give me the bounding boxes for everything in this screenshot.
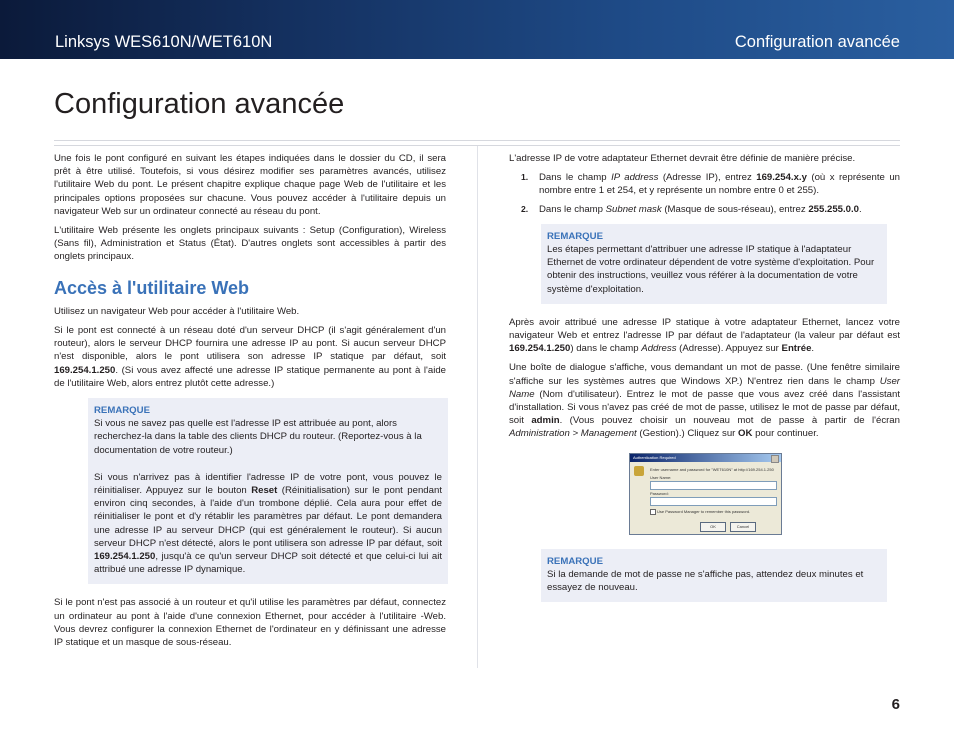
default-ip: 169.254.1.250 — [509, 343, 571, 355]
login-dialog-screenshot — [629, 453, 782, 535]
note-text-2 — [94, 471, 442, 577]
note-label: REMARQUE — [547, 230, 603, 242]
access-paragraph-2 — [54, 324, 446, 390]
step-number: 2. — [521, 203, 529, 214]
p-text: Après avoir attribué une adresse IP statique à votre adaptateur Ethernet, lancez votre navigateur Web et entrez l'adresse IP par défaut de l'adaptateur (la valeur par défaut est — [509, 316, 900, 342]
dialog-prompt: Enter username and password for "WET610N" at http://169.254.1.250 — [650, 466, 774, 472]
step-number: 1. — [521, 172, 529, 183]
note-box-static-ip — [541, 224, 887, 304]
step-list — [509, 171, 900, 216]
ethernet-paragraph: L'adresse IP de votre adaptateur Ethernet devrait être définie de manière précise. — [509, 153, 856, 164]
note-default-ip: 169.254.1.250 — [94, 551, 156, 563]
dialog-cancel-button[interactable]: Cancel — [730, 522, 756, 532]
p2-text-b: . (Si vous avez affecté une adresse IP statique permanente au pont à l'aide de l'utilitaire Web, alors entrez plutôt cette adresse.) — [54, 364, 446, 389]
step-item-1 — [509, 171, 900, 197]
note-text-2b: (Réinitialisation) sur le pont pendant environ cinq secondes, à l'aide d'un trombone déplié. Cela aura pour effet de réinitialiser le pont et d'y rétablir les paramètres par défaut. Le pont demandera une adresse IP au serveur DHCP (qui est généralement le routeur). Si aucun serveur DHCP n'est détecté, alors le pont utilisera son adresse IP par défaut, soit — [94, 485, 442, 549]
intro-paragraph-2: L'utilitaire Web présente les onglets principaux suivants : Setup (Configuration), Wireless (Sans fil), Administration et Status (État). D'autres onglets sont accessibles à partir des onglets principaux. — [54, 225, 446, 263]
dialog-ok-button[interactable]: OK — [700, 522, 726, 532]
p-text: (Nom d'utilisateur). Entrez le mot de passe que vous avez créé dans l'assistant d'installation. Si vous n'avez pas créé de mot de passe, utilisez le mot de passe par défaut, soit — [509, 388, 900, 427]
note-text: Les étapes permettant d'attribuer une adresse IP statique à l'adaptateur Ethernet de votre ordinateur dépendent de votre système d'exploitation. Pour obtenir des instructions, veuillez vous référer à la documentation de votre système d'exploitation. — [547, 244, 875, 295]
step-text: . — [859, 203, 862, 215]
title-rule-top — [54, 140, 900, 141]
remember-label: Use Password Manager to remember this password. — [657, 508, 751, 514]
step-field: IP address — [611, 172, 659, 184]
key-icon — [634, 466, 644, 476]
note-text: Si la demande de mot de passe ne s'affiche pas, attendez deux minutes et essayez de nouveau. — [547, 568, 864, 594]
ok-label: OK — [738, 428, 753, 440]
note-box-password — [541, 549, 887, 603]
user-name-label: User Name: — [650, 474, 672, 480]
p-text: (Adresse). Appuyez sur — [676, 343, 782, 355]
user-name-input[interactable] — [650, 481, 777, 490]
password-input[interactable] — [650, 497, 777, 506]
dialog-title-bar: Authentication Required — [630, 454, 781, 462]
remember-checkbox[interactable] — [650, 509, 656, 515]
note-text-2a: Si vous n'arrivez pas à identifier l'adresse IP de votre pont, vous pouvez le réinitialiser. Appuyez sur le bouton — [94, 471, 442, 497]
note-label: REMARQUE — [94, 405, 150, 417]
note-box-left — [88, 398, 448, 584]
p-text: . — [811, 343, 815, 355]
step-text: (Masque de sous-réseau), entrez — [661, 203, 809, 215]
default-ip: 169.254.1.250 — [54, 364, 116, 376]
browser-paragraph — [509, 316, 900, 356]
close-icon[interactable] — [771, 455, 779, 463]
right-column — [509, 152, 900, 614]
step-text: Dans le champ — [539, 172, 612, 184]
password-label: Password: — [650, 490, 669, 496]
access-paragraph-1: Utilisez un navigateur Web pour accéder à l'utilitaire Web. — [54, 305, 300, 317]
username-field-name: User Name — [509, 375, 900, 400]
step-value: 255.255.0.0 — [808, 203, 859, 215]
p-text: ) dans le champ — [570, 343, 642, 355]
step-text: Dans le champ — [539, 203, 606, 215]
address-field-name: Address — [641, 343, 677, 355]
login-dialog — [629, 453, 782, 535]
enter-key-label: Entrée — [781, 343, 812, 355]
step-text: (où x représente un nombre entre 1 et 254, et y représente un nombre entre 0 et 255). — [539, 172, 900, 197]
p-text: pour continuer. — [752, 428, 819, 440]
section-heading: Accès à l'utilitaire Web — [54, 277, 250, 298]
page-header — [0, 0, 954, 59]
intro-paragraph-1: Une fois le pont configuré en suivant les étapes indiquées dans le dossier du CD, il sera prêt à être utilisé. Toutefois, si vous désirez modifier ses paramètres avancés, utilisez l'utilitaire Web du pont. Le présent chapitre explique chaque page Web de l'utilitaire et les principales options proposées sur chacune. Vous pouvez accéder à l'utilitaire depuis un navigateur Web sur un ordinateur connecté au réseau du pont. — [54, 153, 446, 217]
step-value: 169.254.x.y — [756, 172, 807, 184]
note-text-1: Si vous ne savez pas quelle est l'adresse IP est attribuée au pont, alors recherchez-la dans la table des clients DHCP du routeur. (Reportez-vous à la documentation de votre routeur.) — [94, 418, 422, 456]
p-text: (Gestion).) Cliquez sur — [636, 428, 739, 440]
password-paragraph — [509, 361, 900, 440]
default-password: admin — [531, 415, 560, 427]
step-field: Subnet mask — [605, 203, 662, 215]
page-number: 6 — [891, 696, 900, 713]
p2-text-a: Si le pont est connecté à un réseau doté d'un serveur DHCP (il s'agit généralement d'un routeur), alors le serveur DHCP fournira une adresse IP au pont. Si aucun serveur DHCP n'est disponible, alors le pont utilisera son adresse IP statique par défaut, soit — [54, 325, 446, 363]
p-text: . (Vous pouvez choisir un nouveau mot de passe à partir de l'écran — [559, 415, 900, 427]
header-section-title: Configuration avancée — [734, 33, 900, 51]
step-item-2 — [509, 203, 900, 216]
note-text-2c: , jusqu'à ce qu'un serveur DHCP soit détecté et que celui-ci lui ait attribué une adresse IP dynamique. — [94, 551, 442, 576]
reset-label: Reset — [251, 485, 278, 497]
admin-path: Administration > Management — [509, 428, 637, 440]
product-name: Linksys WES610N/WET610N — [55, 33, 273, 51]
step-text: (Adresse IP), entrez — [658, 172, 757, 184]
p-text: Une boîte de dialogue s'affiche, vous demandant un mot de passe. (Une fenêtre similaire s'affiche sur les systèmes autres que Windows XP.) N'entrez rien dans le champ — [509, 362, 900, 387]
column-divider — [477, 146, 478, 668]
access-paragraph-3: Si le pont n'est pas associé à un routeur et qu'il utilise les paramètres par défaut, connectez un ordinateur au pont à l'aide d'une connexion Ethernet, pour accéder à l'utilitaire -Web. Vous devrez configurer la connexion Ethernet de l'ordinateur en y définissant une adresse IP statique et un masque de sous-réseau. — [54, 597, 446, 649]
page-title: Configuration avancée — [54, 88, 345, 120]
note-label: REMARQUE — [547, 555, 603, 567]
left-column — [54, 152, 446, 655]
